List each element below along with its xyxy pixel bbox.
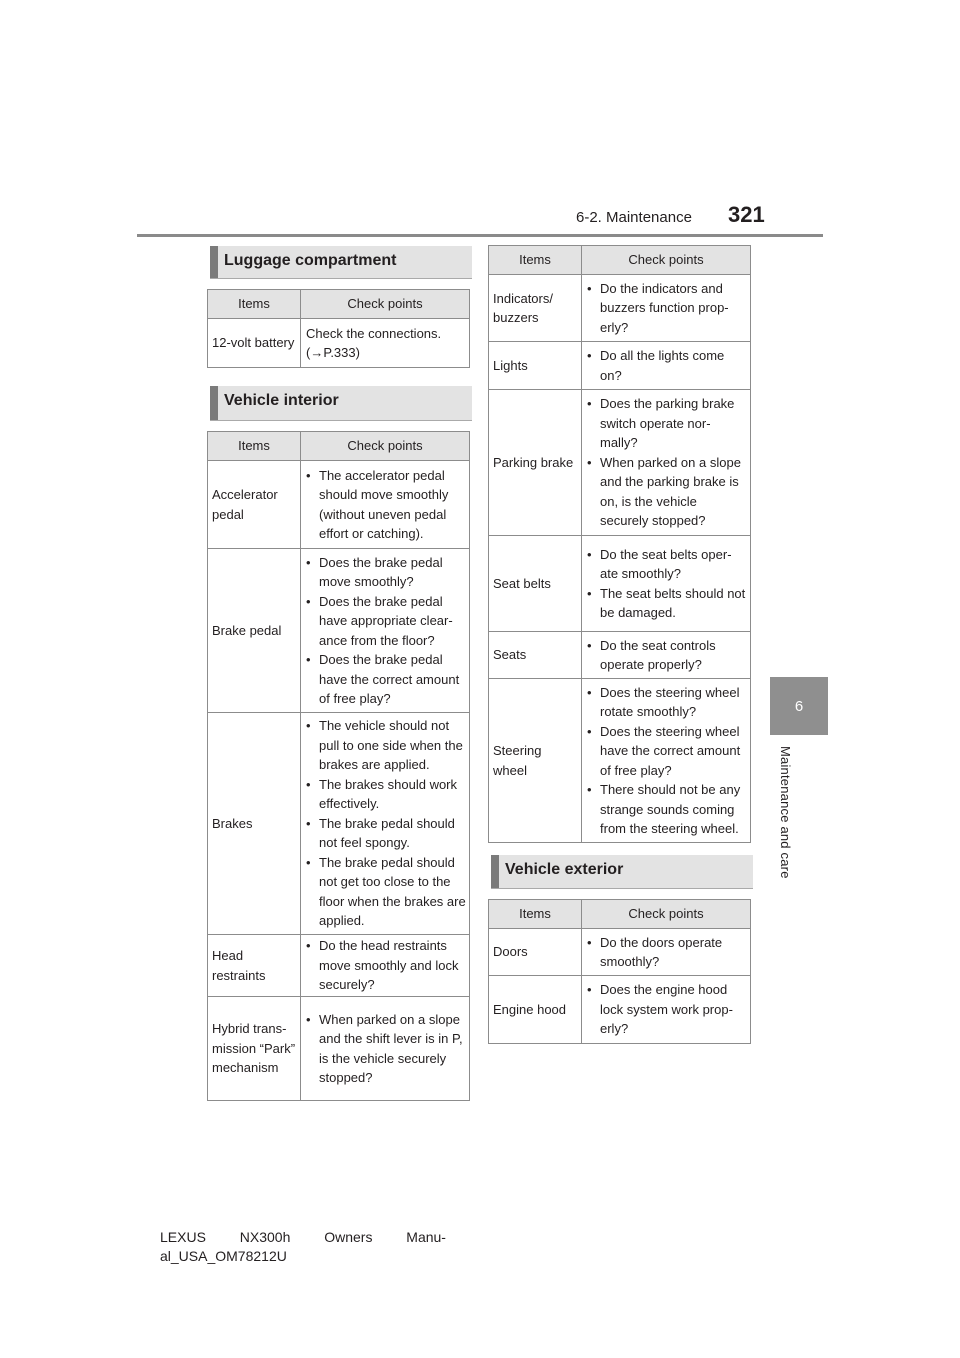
item-text: Doors [493,944,528,960]
check-point: • Do the seat controls operate properly? [587,636,747,675]
item-cell [208,549,301,713]
check-text: Check the connections. [306,325,442,341]
item-cell [208,461,301,549]
item-cell [208,997,301,1101]
footer-word: NX300h [239,1229,291,1245]
check-points-cell [582,536,751,632]
item-cell [489,632,582,679]
table-row [208,461,470,549]
check-point: • Does the steering wheel have the correct amount of free play? [587,722,747,781]
table-row [208,713,470,935]
check-points-cell [301,713,470,935]
items-header: Items [208,432,301,461]
check-list [306,936,466,995]
table-row [489,976,751,1044]
check-points-header: Check points [582,900,751,929]
check-points-cell [301,319,470,368]
check-point: • The brake pedal should not get too close to the floor when the brakes are applied. [306,853,466,931]
check-point: • Does the brake pedal move smoothly? [306,553,466,592]
item-cell [489,536,582,632]
section-title: 6-2. Maintenance [576,209,692,226]
item-cell [489,342,582,390]
check-list [306,553,466,709]
table-row [208,997,470,1101]
check-point: • Does the parking brake switch operate nor-mally? [587,394,747,453]
check-point: • Do the seat belts oper-ate smoothly? [587,545,747,584]
check-points-header: Check points [301,432,470,461]
check-point: • The seat belts should not be damaged. [587,584,747,623]
check-point: • Does the steering wheel rotate smoothly? [587,683,747,722]
table-row [208,935,470,997]
item-text: Hybrid trans- [212,1021,287,1037]
luggage-table [207,289,470,368]
exterior-table [488,899,751,1044]
table-row [489,632,751,679]
check-point: • The brakes should work effectively. [306,775,466,814]
check-list [587,933,747,972]
check-point: • The vehicle should not pull to one side when the brakes are applied. [306,716,466,775]
item-text: Brake pedal [212,622,282,638]
items-header: Items [208,290,301,319]
check-list [306,716,466,931]
check-points-header: Check points [582,246,751,275]
interior-table-continued [488,245,751,843]
check-list [306,1010,466,1088]
table-row [208,319,470,368]
exterior-heading: Vehicle exterior [491,855,753,888]
item-text: Seats [493,647,527,663]
check-points-cell [301,549,470,713]
table-row [489,275,751,342]
check-list [306,466,466,544]
check-points-cell [582,679,751,843]
item-text: Parking brake [493,454,574,470]
check-list [587,683,747,839]
check-points-cell [582,275,751,342]
chapter-number: 6 [794,698,804,715]
item-text: Head [212,948,244,963]
check-point: • When parked on a slope and the shift lever is in P, is the vehicle securely stopped? [306,1010,466,1088]
check-point: • Do the indicators and buzzers function prop-erly? [587,279,747,338]
check-point: • Does the engine hood lock system work prop-erly? [587,980,747,1039]
items-header: Items [489,900,582,929]
check-points-cell [582,342,751,390]
item-cell [489,679,582,843]
check-list [587,394,747,531]
table-row [489,929,751,976]
check-point: • Does the brake pedal have appropriate clear-ance from the floor? [306,592,466,651]
check-point: • When parked on a slope and the parking brake is on, is the vehicle securely stopped? [587,453,747,531]
table-row [489,536,751,632]
item-text: mechanism [212,1060,279,1076]
interior-heading: Vehicle interior [210,386,472,420]
table-row [489,390,751,536]
item-text: wheel [493,762,527,778]
item-cell [208,713,301,935]
item-text: restraints [212,967,266,983]
table-row [489,679,751,843]
check-point: • There should not be any strange sounds coming from the steering wheel. [587,780,747,839]
item-cell [489,929,582,976]
items-header: Items [489,246,582,275]
footer-word: Manu- [406,1229,446,1245]
check-points-cell [582,390,751,536]
check-point: • Do all the lights come on? [587,346,747,385]
check-points-cell [582,976,751,1044]
table-row [208,549,470,713]
item-text: Steering [493,743,542,758]
item-cell [489,976,582,1044]
footer-word: LEXUS [160,1229,206,1245]
page-number: 321 [728,202,765,227]
item-cell [208,319,301,368]
check-point: • The accelerator pedal should move smoothly (without uneven pedal effort or catching). [306,466,466,544]
item-cell [489,390,582,536]
footer-word: Owners [324,1229,373,1245]
check-point: • Do the doors operate smoothly? [587,933,747,972]
check-point: • Do the head restraints move smoothly and lock securely? [306,936,466,995]
check-point: • The brake pedal should not feel spongy. [306,814,466,853]
check-list [587,279,747,338]
item-text: Lights [493,357,528,373]
item-text: Seat belts [493,575,551,591]
header-divider [137,234,823,237]
item-text: Brakes [212,815,253,831]
check-list [587,980,747,1039]
item-text: 12-volt battery [212,335,295,351]
check-point: • Does the brake pedal have the correct amount of free play? [306,650,466,709]
interior-table [207,431,470,1101]
check-points-cell [301,935,470,997]
check-points-cell [301,461,470,549]
item-text: Indicators/ [493,290,553,306]
item-cell [208,935,301,997]
item-text: Engine hood [493,1001,567,1017]
check-list [587,545,747,623]
item-text: buzzers [493,310,539,325]
footer-doc-code: al_USA_OM78212U [160,1248,287,1264]
table-row [489,342,751,390]
check-text: (→P.333) [306,345,360,360]
check-points-header: Check points [301,290,470,319]
item-cell [489,275,582,342]
item-text: pedal [212,506,244,522]
item-text: mission “Park” [212,1040,296,1056]
item-text: Accelerator [212,487,278,502]
footer [160,1228,446,1266]
check-list [587,346,747,385]
check-points-cell [301,997,470,1101]
check-list [587,636,747,675]
luggage-heading: Luggage compartment [210,246,472,278]
chapter-label: Maintenance and care [778,746,793,879]
check-points-cell [582,632,751,679]
check-points-cell [582,929,751,976]
